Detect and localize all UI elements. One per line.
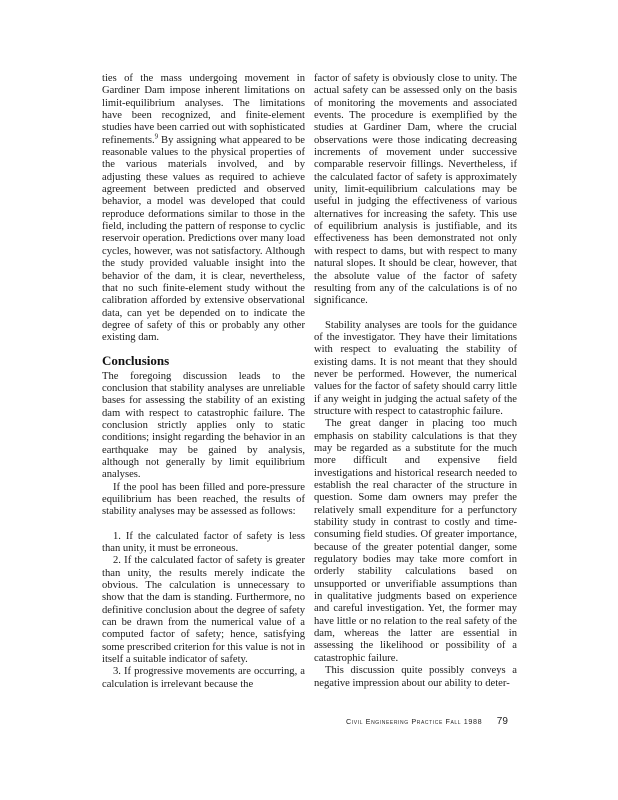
list-item: 1. If the calculated factor of safety is less than unity, it must be erroneous.	[102, 530, 305, 555]
list-item: 2. If the calculated factor of safety is greater than unity, the results merely indicate the obvious. The calculation is unnecessary to show that the dam is standing. Furthermore, no definitive conclusion about the degree of safety can be drawn from the numerical value of a computed factor of safety; hence, satisfying some prescribed criterion for this value is not in itself a suitable indicator of safety.	[102, 555, 305, 666]
journal-name: Civil Engineering Practice	[346, 717, 443, 726]
list-item: 3. If progressive movements are occurring, a calculation is irrelevant because the	[102, 666, 305, 690]
left-column	[102, 73, 305, 691]
paragraph-text: By assigning what appeared to be reasonable values to the physical properties of the various materials involved, and by adjusting these values as required to achieve agreement between predicted and observed behavior, a model was developed that could reproduce deformations similar to those in the field, including the pattern of response to cyclic reservoir operation. Predictions over many load cycles, however, was not satisfactory. Although the study provided valuable insight into the behavior of the dam, it is clear, nevertheless, that no such finite-element study without the calibration afforded by extensive observational data, can yet be depended on to indicate the degree of safety of this or probably any other existing dam.	[102, 134, 305, 344]
conclusions-paragraph-2: If the pool has been filled and pore-pressure equilibrium has been reached, the results of stability analyses may be assessed as follows:	[102, 481, 305, 518]
footnote-reference: 9	[154, 132, 159, 141]
right-paragraph-3: The great danger in placing too much emphasis on stability calculations is that they may be regarded as a substitute for the much more difficult and expensive field investigations and historical research needed to establish the real character of the structure in question. Some dam owners may prefer the relatively small expenditure for a perfunctory stability study in contrast to costly and time-consuming field studies. Of greater importance, because of the greater potential danger, some regulatory bodies may take more comfort in orderly stability calculations based on unsupported or unverifiable assumptions than in qualitative judgments based on experience and careful investigation. Yet, the former may have little or no relation to the real safety of the dam, whereas the latter are essential in assessing the likelihood or possibility of a catastrophic failure.	[314, 418, 517, 664]
assessment-list	[102, 531, 305, 691]
right-paragraph-2: Stability analyses are tools for the guidance of the investigator. They have their limitations with respect to evaluating the stability of existing dams. It is not meant that they should never be performed. However, the numerical values for the factor of safety should carry little if any weight in judging the actual safety of the structure with respect to catastrophic failure.	[314, 319, 517, 417]
right-paragraph-1: factor of safety is obviously close to unity. The actual safety can be assessed only on the basis of monitoring the movements and associated events. The procedure is exemplified by the studies at Gardiner Dam, where the crucial observations were those indicating decreasing increments of movement under successive comparable reservoir fillings. Nevertheless, if the calculated factor of safety is approximately unity, limit-equilibrium calculations may be useful in judging the effectiveness of various alternatives for increasing the safety. This use of equilibrium analysis is justifiable, and its effectiveness has been demonstrated not only with respect to dams, but with respect to many natural slopes. It should be clear, however, that the absolute value of the factor of safety resulting from any of the calculations is of no significance.	[314, 73, 517, 307]
page-number: 79	[496, 716, 508, 727]
right-column	[314, 73, 517, 690]
right-paragraph-4: This discussion quite possibly conveys a negative impression about our ability to deter-	[314, 665, 517, 689]
page-footer	[346, 716, 526, 727]
conclusions-paragraph-1: The foregoing discussion leads to the conclusion that stability analyses are unreliable bases for assessing the stability of an existing dam with respect to catastrophic failure. The conclusion strictly applies only to static conditions; insight regarding the behavior in an earthquake may be gained by analysis, although not generally by limit equilibrium analyses.	[102, 370, 305, 481]
section-heading-conclusions: Conclusions	[102, 352, 170, 368]
issue-date: Fall 1988	[445, 717, 483, 726]
continued-paragraph	[102, 73, 305, 345]
paragraph-text: ties of the mass undergoing movement in Gardiner Dam impose inherent limitations on limit-equilibrium analyses. The limitations have been recognized, and finite-element studies have been carried out with sophisticated refinements.	[102, 73, 305, 146]
